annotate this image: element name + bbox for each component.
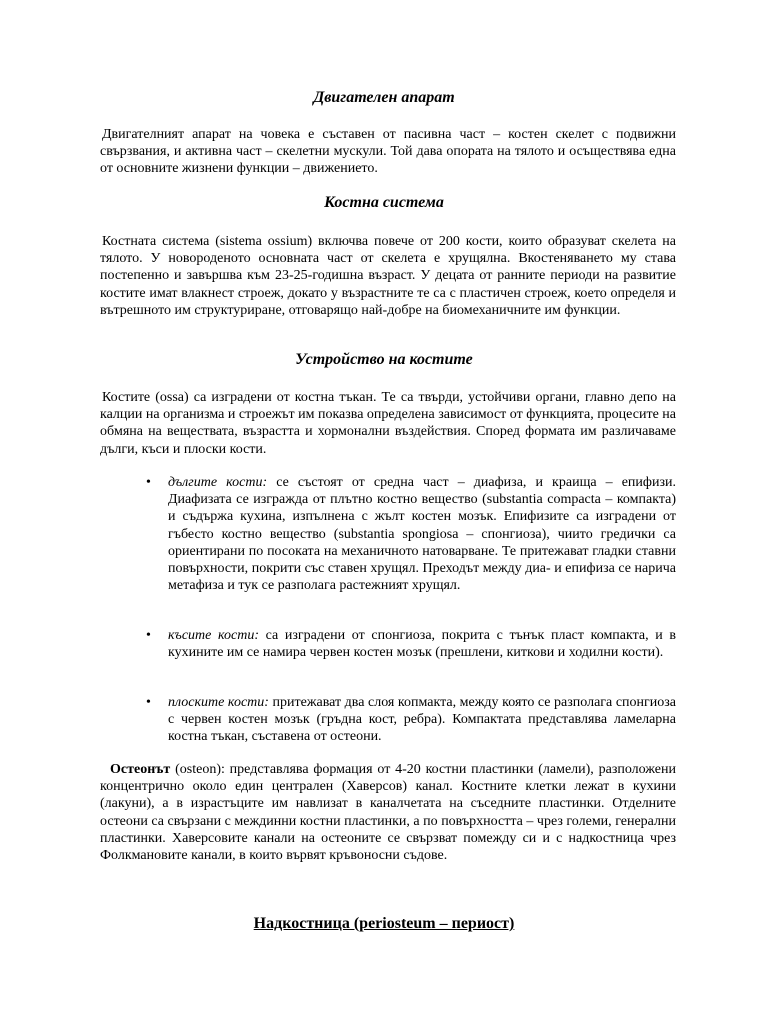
bullet-term: късите кости: (168, 628, 259, 643)
paragraph-text: Костната система (sistema ossium) включва повече от 200 кости, които образуват скелета на тялото. У новороденото основната част от скелета е хрущялна. Вкостеняването му става постепенно и завършва към 23-25-годишна възраст. У децата от ранните периоди на развитие костите имат влакнест строеж, докато у възрастните те са с пластичен строеж, което определя и вътрешното им структуриране, отговарящо най-добре на биомеханичните им функции. (100, 234, 676, 318)
bullet-text: са изградени от спонгиоза, покрита с тънък пласт компакта, и в кухините им се намира червен костен мозък (прешлени, киткови и ходилни кости). (168, 628, 676, 661)
bullet-term: дългите кости: (168, 475, 268, 490)
bullet-short-bones (168, 627, 676, 661)
osteon-term: Остеонът (110, 762, 171, 777)
osteon-text: (osteon): представлява формация от 4-20 костни пластинки (ламели), разположени концентрично около един централен (Хаверсов) канал. Костните клетки лежат в кухини (лакуни), а в израстъците им навлизат в каналчетата на съседните пластинки. Отделните остеони са свързани с междинни костни пластинки, а по повърхността – чрез големи, генерални пластинки. Хаверсовите канали на остеоните се свързват помежду си и с надкостница чрез Фолкмановите канали, в които вървят кръвоносни съдове. (100, 762, 676, 864)
bullet-marker: • (146, 628, 151, 643)
paragraph-motor-apparatus (100, 126, 676, 178)
heading-skeletal-system: Костна система (324, 194, 444, 211)
paragraph-osteon (100, 761, 676, 864)
paragraph-skeletal-system (100, 233, 676, 319)
paragraph-text: Костите (ossa) са изградени от костна тъкан. Те са твърди, устойчиви органи, главно депо на калции на организма и строежът им показва определена зависимост от функцията, процесите на обмяна на веществата, възрастта и хормонални въздействия. Според формата им различаваме дълги, къси и плоски кости. (100, 390, 676, 457)
bullet-marker: • (146, 475, 151, 490)
paragraph-bone-structure (100, 389, 676, 458)
bullet-text: се състоят от средна част – диафиза, и краища – епифизи. Диафизата се изгражда от плътно костно вещество (substantia compacta – компакта) и съдържа кухина, изпълнена с жълт костен мозък. Епифизите са изградени от гъбесто костно вещество (substantia spongiosa – спонгиоза), чиито гредички са ориентирани по посоката на механичното натоварване. Те притежават гладки ставни повърхности, покрити със ставен хрущял. Преходът между диа- и епифиза се нарича метафиза и тук се разполага растежният хрущял. (168, 475, 676, 594)
bullet-marker: • (146, 695, 151, 710)
bullet-long-bones (168, 474, 676, 594)
bullet-flat-bones (168, 694, 676, 746)
bullet-term: плоските кости: (168, 695, 269, 710)
heading-bone-structure: Устройство на костите (295, 351, 473, 368)
paragraph-text: Двигателният апарат на човека е съставен от пасивна част – костен скелет с подвижни свързвания, и активна част – скелетни мускули. Той дава опората на тялото и осъществява една от основните жизнени функции – движението. (100, 127, 676, 177)
bullet-text: притежават два слоя копмакта, между която се разполага спонгиоза с червен костен мозък (гръдна кост, ребра). Компактата представлява ламеларна костна тъкан, съставена от остеони. (168, 695, 676, 745)
paragraph-text (100, 761, 676, 864)
heading-periosteum: Надкостница (periosteum – периост) (253, 915, 515, 932)
heading-motor-apparatus: Двигателен апарат (313, 89, 455, 106)
